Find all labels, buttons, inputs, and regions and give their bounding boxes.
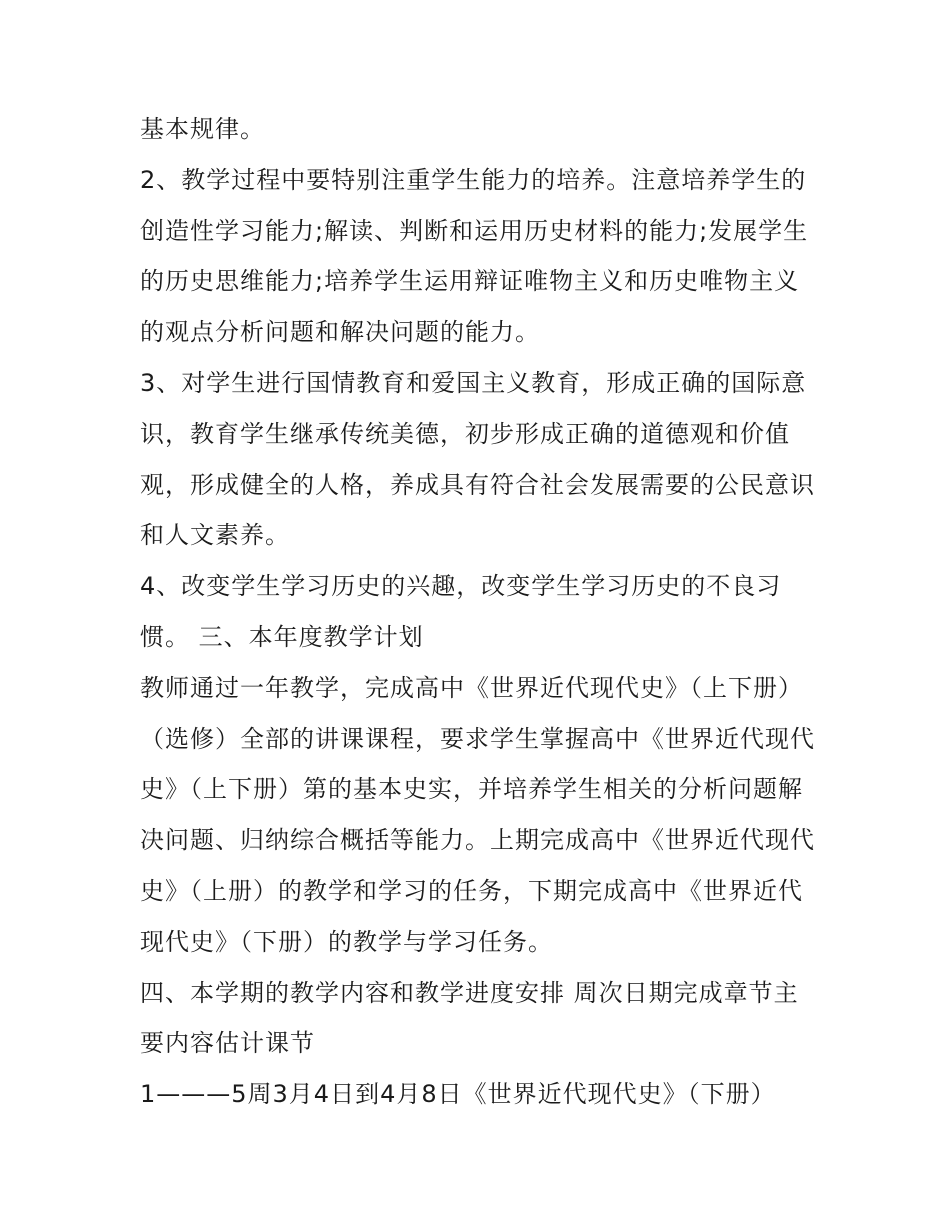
text-line: 3、对学生进行国情教育和爱国主义教育，形成正确的国际意 <box>140 368 807 397</box>
text-line: 观，形成健全的人格，养成具有符合社会发展需要的公民意识 <box>140 470 815 499</box>
text-line: 现代史》（下册）的教学与学习任务。 <box>140 927 553 956</box>
text-line: 1———5周3月4日到4月8日《世界近代现代史》（下册） <box>140 1080 776 1109</box>
text-line: 史》（上下册）第的基本史实，并培养学生相关的分析问题解 <box>140 775 803 804</box>
document-body <box>140 104 830 1120</box>
text-line: （选修）全部的讲课课程，要求学生掌握高中《世界近代现代 <box>140 724 815 753</box>
text-line: 识，教育学生继承传统美德，初步形成正确的道德观和价值 <box>140 419 790 448</box>
text-line: 教师通过一年教学，完成高中《世界近代现代史》（上下册） <box>140 673 803 702</box>
text-line: 创造性学习能力;解读、判断和运用历史材料的能力;发展学生 <box>140 216 809 245</box>
text-line: 四、本学期的教学内容和教学进度安排 周次日期完成章节主 <box>140 978 799 1007</box>
text-line: 2、教学过程中要特别注重学生能力的培养。注意培养学生的 <box>140 165 807 194</box>
text-line: 4、改变学生学习历史的兴趣，改变学生学习历史的不良习 <box>140 572 782 601</box>
text-line: 要内容估计课节 <box>140 1029 315 1058</box>
text-line: 惯。 三、本年度教学计划 <box>140 622 424 651</box>
text-line: 和人文素养。 <box>140 521 290 550</box>
text-line: 决问题、归纳综合概括等能力。上期完成高中《世界近代现代 <box>140 826 815 855</box>
text-line: 的历史思维能力;培养学生运用辩证唯物主义和历史唯物主义 <box>140 267 800 296</box>
text-line: 基本规律。 <box>140 115 265 143</box>
text-line: 的观点分析问题和解决问题的能力。 <box>140 318 540 347</box>
text-line: 史》（上册）的教学和学习的任务，下期完成高中《世界近代 <box>140 876 803 905</box>
